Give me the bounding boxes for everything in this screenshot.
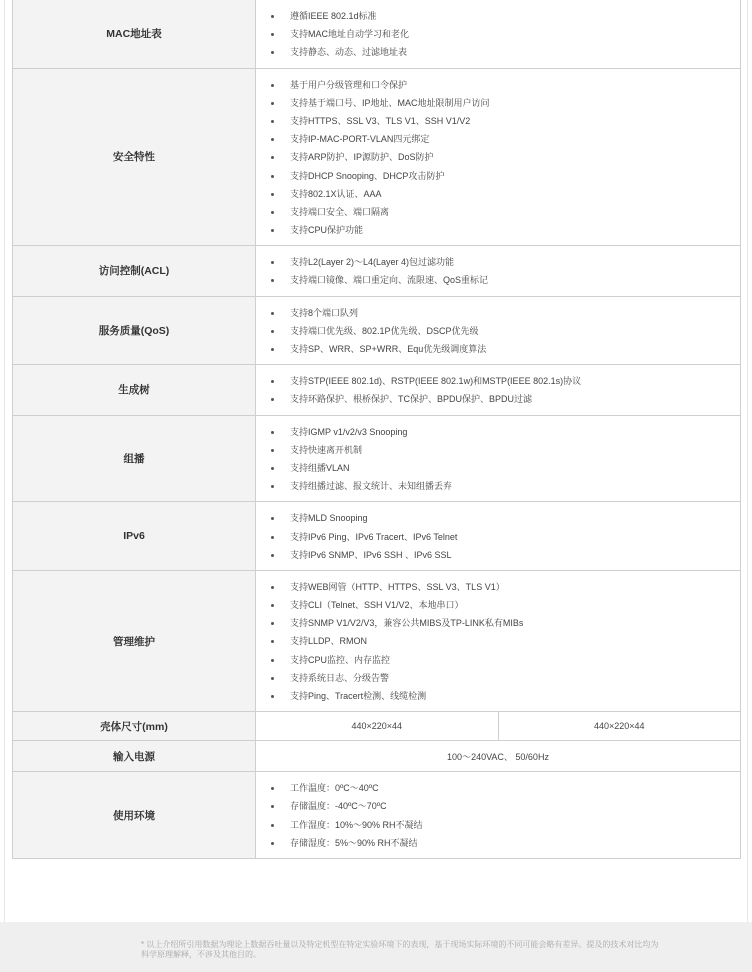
spec-row (13, 68, 741, 246)
feature-item: 支持MLD Snooping (271, 509, 740, 527)
feature-item: 支持L2(Layer 2)～L4(Layer 4)包过滤功能 (271, 253, 740, 271)
feature-item: 支持端口优先级、802.1P优先级、DSCP优先级 (271, 322, 740, 340)
spec-label: 服务质量(QoS) (13, 296, 256, 365)
spec-content (256, 0, 741, 68)
feature-list (256, 297, 740, 365)
spec-row (13, 570, 741, 711)
feature-item: 支持SP、WRR、SP+WRR、Equ优先级调度算法 (271, 340, 740, 358)
spec-label: MAC地址表 (13, 0, 256, 68)
feature-item: 基于用户分级管理和口令保护 (271, 76, 740, 94)
spec-row (13, 246, 741, 296)
spec-row-size (13, 712, 741, 741)
feature-item: 支持端口安全、端口隔离 (271, 203, 740, 221)
feature-item: 支持DHCP Snooping、DHCP攻击防护 (271, 167, 740, 185)
feature-item: 工作温度：0ºC～40ºC (271, 779, 740, 797)
spec-row (13, 502, 741, 571)
spec-label: 使用环境 (13, 772, 256, 859)
feature-item: 支持STP(IEEE 802.1d)、RSTP(IEEE 802.1w)和MSTP(IEEE 802.1s)协议 (271, 372, 740, 390)
spec-label: 访问控制(ACL) (13, 246, 256, 296)
feature-item: 支持WEB网管（HTTP、HTTPS、SSL V3、TLS V1） (271, 578, 740, 596)
feature-item: 支持MAC地址自动学习和老化 (271, 25, 740, 43)
spec-content (256, 772, 741, 859)
feature-item: 支持IP-MAC-PORT-VLAN四元绑定 (271, 130, 740, 148)
spec-label: 安全特性 (13, 68, 256, 246)
spec-label: IPv6 (13, 502, 256, 571)
size-value-b: 440×220×44 (498, 712, 741, 741)
feature-item: 支持CPU监控、内存监控 (271, 651, 740, 669)
feature-list (256, 0, 740, 68)
feature-item: 支持8个端口队列 (271, 304, 740, 322)
feature-item: 支持组播过滤、报文统计、未知组播丢弃 (271, 477, 740, 495)
spec-card (4, 0, 748, 923)
feature-item: 支持HTTPS、SSL V3、TLS V1、SSH V1/V2 (271, 112, 740, 130)
spec-row (13, 365, 741, 415)
feature-item: 支持组播VLAN (271, 459, 740, 477)
feature-item: 遵循IEEE 802.1d标准 (271, 7, 740, 25)
spec-content (256, 570, 741, 711)
feature-item: 支持ARP防护、IP源防护、DoS防护 (271, 148, 740, 166)
footer-note: * 以上介绍所引用数据为理论上数据吞吐量以及特定机型在特定实验环境下的表现，基于现场实际环境的不同可能会略有差异。提及的技术对比均为科学原理解释，不涉及其他目的。 (141, 940, 659, 959)
feature-item: 支持基于端口号、IP地址、MAC地址限制用户访问 (271, 94, 740, 112)
spec-row-power (13, 741, 741, 772)
spec-label: 壳体尺寸(mm) (13, 712, 256, 741)
spec-label: 生成树 (13, 365, 256, 415)
feature-list (256, 416, 740, 502)
size-value-a: 440×220×44 (256, 712, 499, 741)
feature-item: 存储湿度：5%～90% RH不凝结 (271, 834, 740, 852)
feature-item: 支持LLDP、RMON (271, 632, 740, 650)
feature-list (256, 365, 740, 414)
feature-list (256, 502, 740, 570)
spec-row (13, 772, 741, 859)
feature-list (256, 772, 740, 858)
feature-item: 支持SNMP V1/V2/V3，兼容公共MIBS及TP-LINK私有MIBs (271, 614, 740, 632)
feature-list (256, 571, 740, 711)
feature-item: 支持Ping、Tracert检测、线缆检测 (271, 687, 740, 705)
power-value: 100～240VAC、 50/60Hz (256, 741, 741, 772)
feature-list (256, 69, 740, 246)
feature-item: 支持静态、动态、过滤地址表 (271, 43, 740, 61)
feature-item: 支持802.1X认证、AAA (271, 185, 740, 203)
spec-content (256, 246, 741, 296)
feature-item: 支持IPv6 Ping、IPv6 Tracert、IPv6 Telnet (271, 528, 740, 546)
spec-label: 管理维护 (13, 570, 256, 711)
spec-label: 组播 (13, 415, 256, 502)
spec-row (13, 0, 741, 68)
feature-item: 工作湿度：10%～90% RH不凝结 (271, 816, 740, 834)
spec-label: 输入电源 (13, 741, 256, 772)
feature-item: 支持端口镜像、端口重定向、流限速、QoS重标记 (271, 271, 740, 289)
feature-item: 支持CLI（Telnet、SSH V1/V2、本地串口） (271, 596, 740, 614)
feature-item: 存储温度：-40ºC～70ºC (271, 797, 740, 815)
spec-content (256, 502, 741, 571)
spec-table (12, 0, 741, 859)
feature-item: 支持IPv6 SNMP、IPv6 SSH 、IPv6 SSL (271, 546, 740, 564)
spec-content (256, 296, 741, 365)
footer (0, 922, 752, 972)
feature-item: 支持CPU保护功能 (271, 221, 740, 239)
spec-content (256, 415, 741, 502)
feature-item: 支持IGMP v1/v2/v3 Snooping (271, 423, 740, 441)
feature-list (256, 246, 740, 295)
spec-row (13, 415, 741, 502)
spec-content (256, 68, 741, 246)
feature-item: 支持快速离开机制 (271, 441, 740, 459)
feature-item: 支持系统日志、分级告警 (271, 669, 740, 687)
spec-content (256, 365, 741, 415)
feature-item: 支持环路保护、根桥保护、TC保护、BPDU保护、BPDU过滤 (271, 390, 740, 408)
spec-row (13, 296, 741, 365)
